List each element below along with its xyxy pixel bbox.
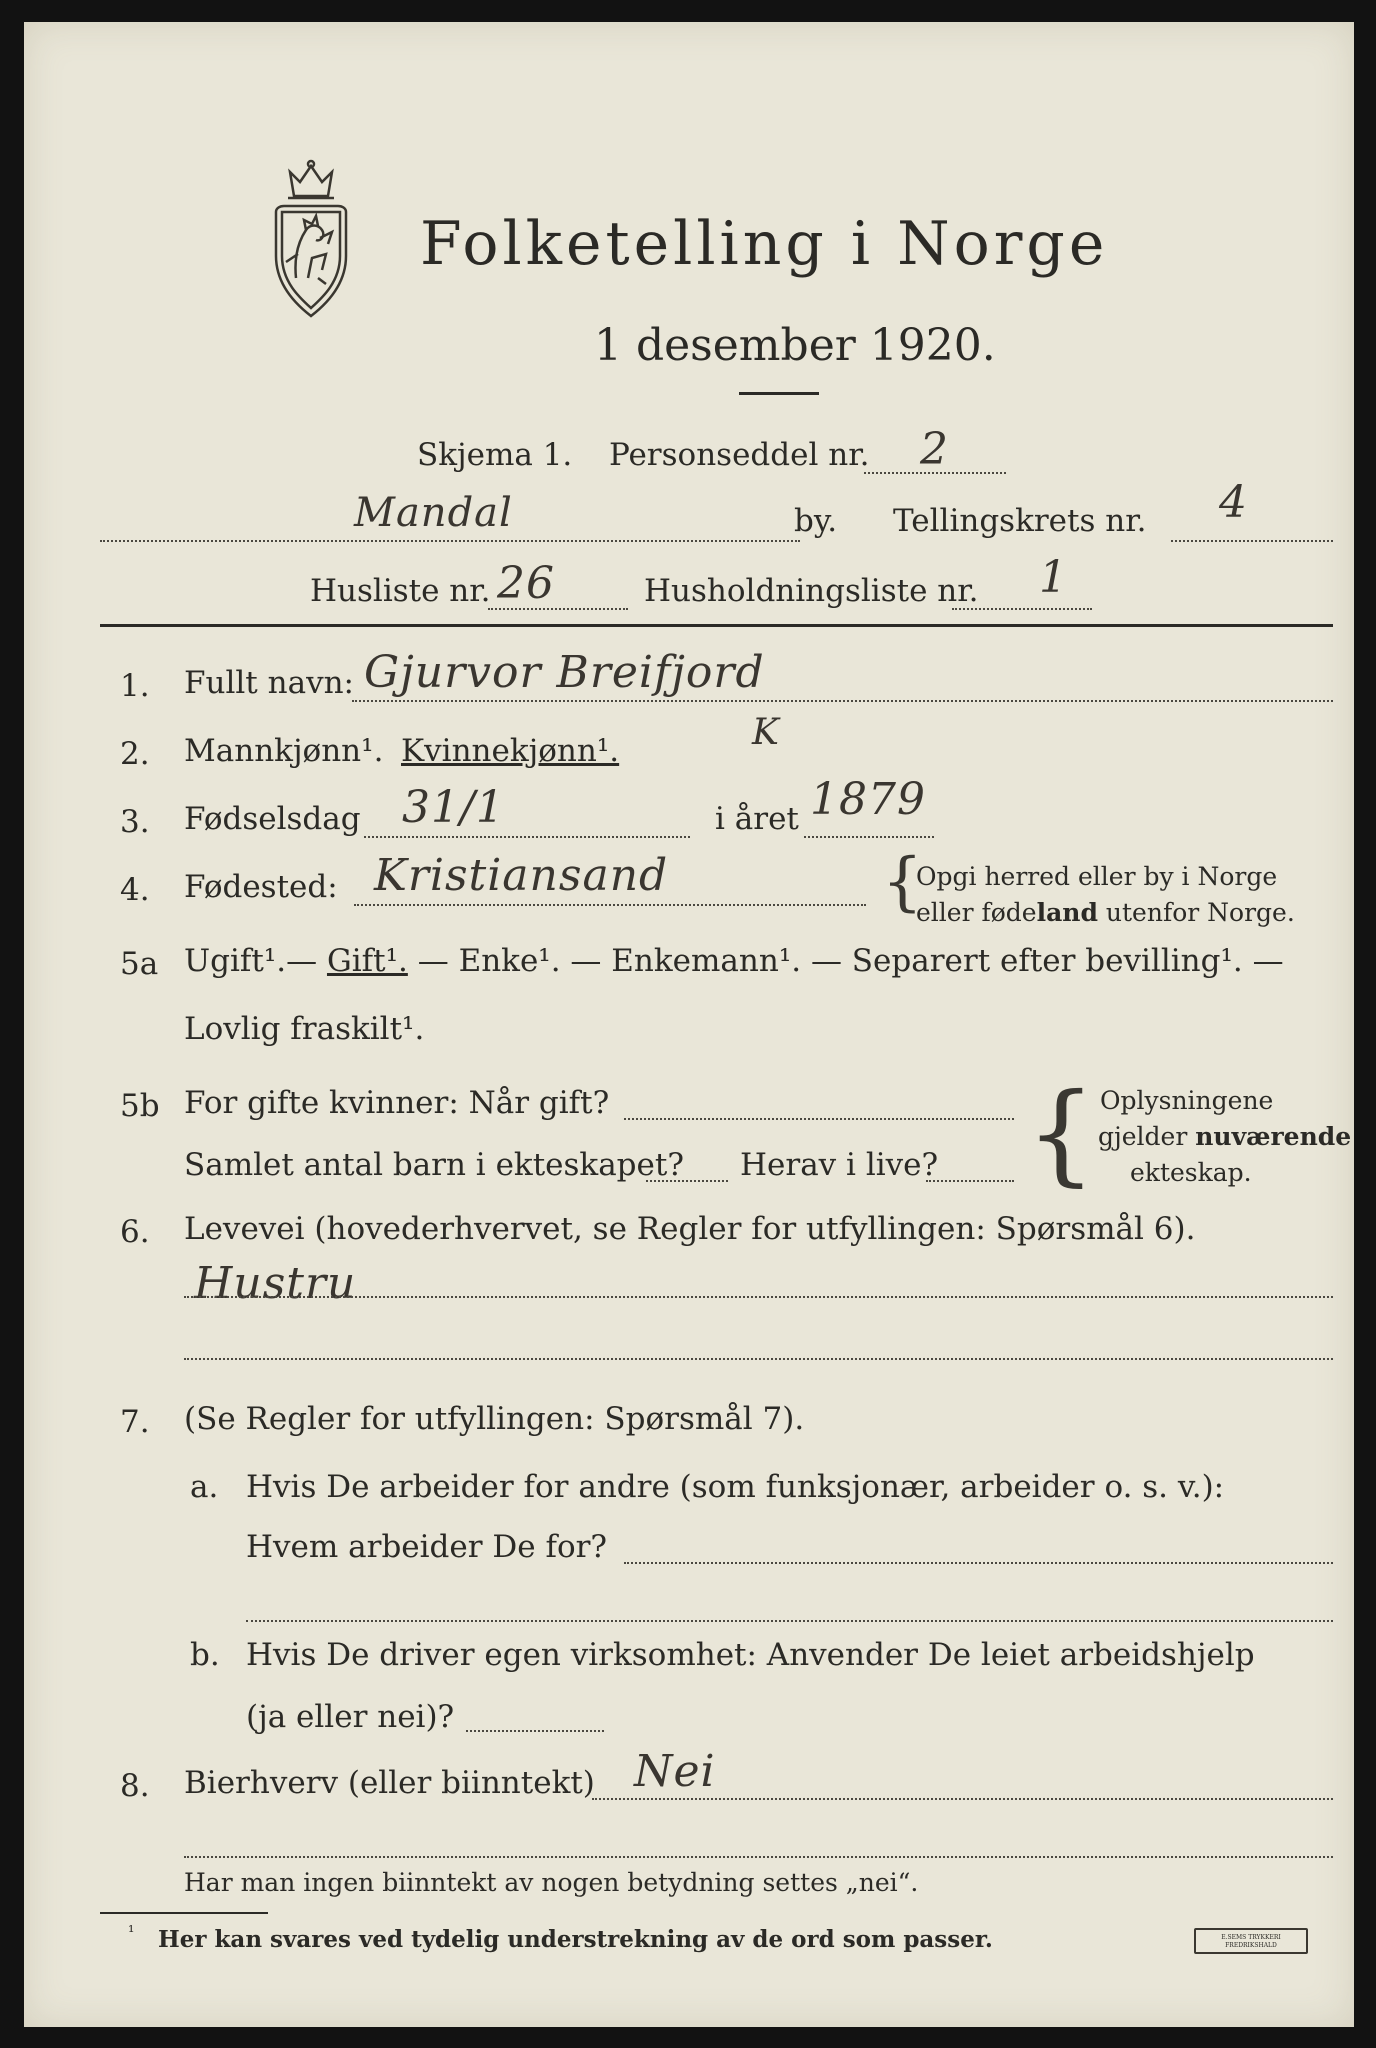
husliste-label: Husliste nr. [310,573,491,609]
q5b-when-line [624,1118,1014,1120]
by-label: by. [794,503,838,539]
q1-line [352,700,1333,702]
q6-value: Hustru [194,1258,357,1309]
q4-note-brace: { [882,845,923,919]
q5a-number: 5a [120,946,159,982]
tellingskrets-label: Tellingskrets nr. [893,503,1147,539]
q5b-alive-line [926,1180,1014,1182]
footnote-rule [100,1912,268,1914]
biinntekt-note: Har man ingen biinntekt av nogen betydning settes „nei“. [184,1868,919,1897]
q7a-answer-line2 [246,1620,1333,1622]
q5b-number: 5b [120,1088,160,1124]
q5b-when-married: For gifte kvinner: Når gift? [184,1085,610,1121]
city-value: Mandal [354,490,513,536]
q5a-line2: Lovlig fraskilt¹. [184,1011,425,1047]
q4-note-line2: eller fødeland utenfor Norge. [916,898,1295,927]
header-rule [100,624,1333,627]
q7b-line1: Hvis De driver egen virksomhet: Anvender De leiet arbeidshjelp [246,1637,1255,1673]
q3-year-value: 1879 [810,774,926,825]
q5b-note-brace: { [1026,1069,1096,1197]
husholdningsliste-label: Husholdningsliste nr. [644,573,979,609]
personseddel-value: 2 [920,424,949,475]
q8-line [592,1798,1333,1800]
title-divider [739,392,819,395]
q8-value: Nei [634,1746,716,1797]
q6-line2 [184,1358,1333,1360]
q5b-note-line3: ekteskap. [1130,1158,1252,1187]
q6-label: Levevei (hovederhvervet, se Regler for utfyllingen: Spørsmål 6). [184,1211,1196,1247]
footnote-text: Her kan svares ved tydelig understrekning av de ord som passer. [158,1926,993,1953]
q4-line [354,904,866,906]
q8-number: 8. [120,1768,150,1804]
census-form-page [24,22,1354,2027]
q8-label: Bierhverv (eller biinntekt) [184,1765,595,1801]
q1-number: 1. [120,668,150,704]
q7a-line2: Hvem arbeider De for? [246,1529,608,1565]
q7b-letter: b. [190,1637,220,1673]
q3-label: Fødselsdag [184,801,361,837]
q3-number: 3. [120,804,150,840]
q5b-children-total: Samlet antal barn i ekteskapet? [184,1147,684,1183]
footnote-mark: ¹ [128,1922,135,1941]
q4-number: 4. [120,872,150,908]
personseddel-label: Personseddel nr. [609,437,870,473]
q1-label: Fullt navn: [184,665,354,701]
q2-number: 2. [120,736,150,772]
census-date: 1 desember 1920. [594,320,996,371]
q5b-children-alive: Herav i live? [740,1147,939,1183]
q7b-line2: (ja eller nei)? [246,1699,455,1735]
q2-mark: K [752,712,780,753]
q5b-children-line [646,1180,728,1182]
tellingskrets-value: 4 [1219,477,1248,528]
city-line [100,540,800,542]
q3-year-line [804,836,934,838]
q5a-line1: Ugift¹.— Gift¹. — Enke¹. — Enkemann¹. — Separert efter bevilling¹. — [184,943,1284,979]
q3-year-label: i året [715,801,799,837]
q5b-note-line2: gjelder nuværende [1098,1122,1352,1151]
schema-label: Skjema 1. [417,437,573,473]
q3-day-line [364,836,690,838]
q1-value: Gjurvor Breifjord [364,647,765,698]
q2-female-option: Kvinnekjønn¹. [401,733,620,769]
q6-line1 [184,1296,1333,1298]
q7-number: 7. [120,1404,150,1440]
q7a-line1: Hvis De arbeider for andre (som funksjonær, arbeider o. s. v.): [246,1469,1225,1505]
q3-value: 31/1 [402,782,505,833]
printer-stamp: E.SEMS TRYKKERI FREDRIKSHALD [1194,1928,1308,1954]
q4-note-line1: Opgi herred eller by i Norge [916,862,1278,891]
q7-label: (Se Regler for utfyllingen: Spørsmål 7). [184,1401,805,1437]
husliste-value: 26 [497,558,555,609]
husholdningsliste-line [952,608,1092,610]
q7a-letter: a. [190,1469,219,1505]
q6-number: 6. [120,1214,150,1250]
q5b-note-line1: Oplysningene [1100,1086,1274,1115]
q2-male-option: Mannkjønn¹. [184,733,384,769]
q4-label: Fødested: [184,869,338,905]
q7b-answer-line [466,1730,604,1732]
form-title: Folketelling i Norge [420,209,1109,279]
q4-value: Kristiansand [374,850,669,901]
q8-line2 [184,1856,1333,1858]
tellingskrets-line [1171,540,1333,542]
q7a-answer-line1 [624,1562,1333,1564]
husholdningsliste-value: 1 [1039,552,1068,603]
norway-coat-of-arms-icon [256,158,366,323]
